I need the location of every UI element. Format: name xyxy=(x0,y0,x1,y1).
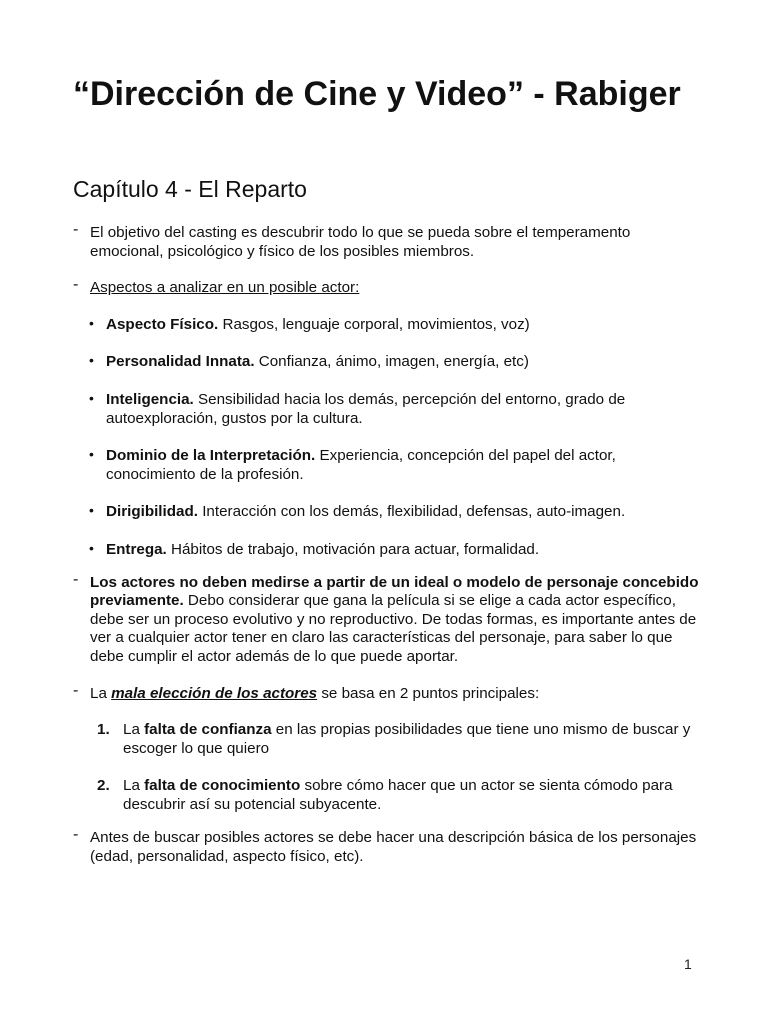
dash-item-aspects-heading xyxy=(73,279,703,298)
item-text: en las propias posibilidades que tiene uno mismo de buscar y escoger lo que quiero xyxy=(123,721,691,757)
bullet-item xyxy=(73,353,703,372)
dash-item-actors-ideal xyxy=(73,574,703,667)
item-number: 2. xyxy=(97,777,110,795)
bullet-item xyxy=(73,503,703,522)
paragraph-suffix: se basa en 2 puntos principales: xyxy=(317,684,540,702)
dash-item-casting xyxy=(73,224,703,261)
dash-item-description xyxy=(73,829,703,866)
document-body xyxy=(73,224,703,885)
page-number: 1 xyxy=(684,956,692,972)
item-prefix: La xyxy=(123,777,145,795)
underlined-heading: Aspectos a analizar en un posible actor: xyxy=(90,279,360,297)
bold-statement: Los actores no deben medirse a partir de un ideal o modelo de personaje concebido previamente. xyxy=(90,573,699,610)
item-prefix: La xyxy=(123,721,145,739)
bullet-term: Dirigibilidad. xyxy=(106,503,198,521)
bullet-term: Entrega. xyxy=(106,540,167,558)
bullet-item xyxy=(73,541,703,560)
item-number: 1. xyxy=(97,721,110,739)
item-term: falta de conocimiento xyxy=(144,777,301,795)
bullet-term: Personalidad Innata. xyxy=(106,353,255,371)
numbered-item xyxy=(73,777,703,814)
paragraph-text: Debo considerar que gana la película si se elige a cada actor específico, debe ser un proceso evolutivo y no reproductivo. De todas formas, es importante antes de ver a cualquier actor tener en claro las características del personaje, para saber lo que debe cumplir el actor además de lo que puede aportar. xyxy=(90,592,697,665)
bullet-text: Confianza, ánimo, imagen, energía, etc) xyxy=(254,353,529,371)
item-text: sobre cómo hacer que un actor se sienta cómodo para descubrir así su potencial subyacente. xyxy=(123,777,673,813)
dash-item-bad-choice xyxy=(73,685,703,704)
bullet-text: Interacción con los demás, flexibilidad, defensas, auto-imagen. xyxy=(197,503,626,521)
bullet-text: Sensibilidad hacia los demás, percepción del entorno, grado de autoexploración, gustos por la cultura. xyxy=(106,390,626,427)
bullet-item xyxy=(73,316,703,335)
bullet-term: Inteligencia. xyxy=(106,390,194,408)
bullet-term: Aspecto Físico. xyxy=(106,315,219,333)
bullet-text: Experiencia, concepción del papel del actor, conocimiento de la profesión. xyxy=(106,447,616,483)
document-title: “Dirección de Cine y Video” - Rabiger xyxy=(73,75,681,113)
bullet-item xyxy=(73,391,703,428)
bullet-term: Dominio de la Interpretación. xyxy=(106,447,316,465)
paragraph-text: El objetivo del casting es descubrir todo lo que se pueda sobre el temperamento emocional, psicológico y físico de los posibles miembros. xyxy=(90,224,631,260)
numbered-item xyxy=(73,721,703,758)
paragraph-prefix: La xyxy=(90,684,112,702)
paragraph-text: Antes de buscar posibles actores se debe hacer una descripción básica de los personajes (edad, personalidad, aspecto físico, etc). xyxy=(90,829,697,866)
item-term: falta de confianza xyxy=(144,721,272,739)
bullet-item xyxy=(73,447,703,484)
emphasized-phrase: mala elección de los actores xyxy=(111,684,318,702)
chapter-subtitle: Capítulo 4 - El Reparto xyxy=(73,176,307,202)
bullet-text: Hábitos de trabajo, motivación para actuar, formalidad. xyxy=(166,540,540,558)
bullet-text: Rasgos, lenguaje corporal, movimientos, voz) xyxy=(218,315,530,333)
